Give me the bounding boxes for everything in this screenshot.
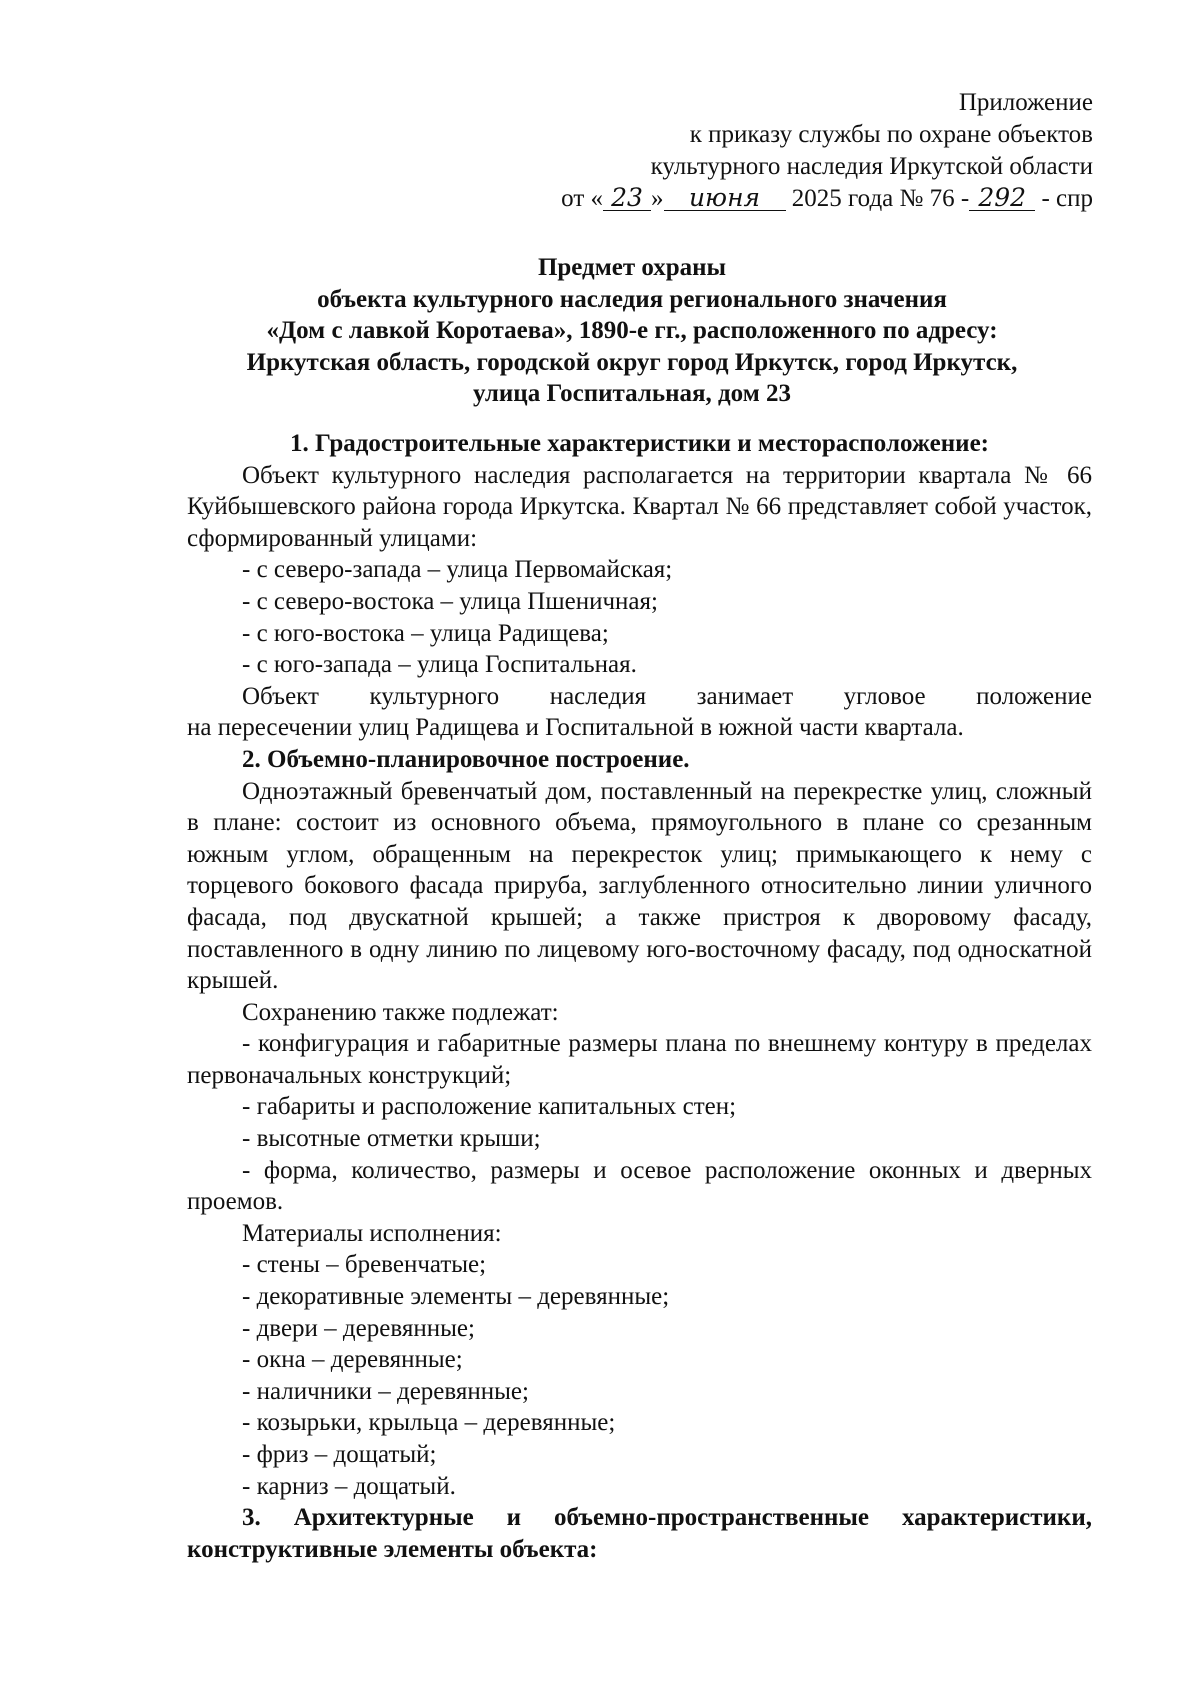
position-line [187,681,1092,713]
date-year: 2025 года № 76 - [791,185,970,212]
position-word: культурного [369,682,500,710]
section-1-intro: Объект культурного наследия располагается на территории квартала № 66 Куйбышевского района города Иркутска. Квартал № 66 представляет собой участок, сформированный улицами: [187,461,1092,552]
date-mid: » [651,185,664,212]
list-item: - фриз – дощатый; [242,1441,437,1468]
position-rest: на пересечении улиц Радищева и Госпитальной в южной части квартала. [187,714,964,742]
list-item: - декоративные элементы – деревянные; [242,1283,670,1311]
order-date-line [393,183,1093,215]
list-item: - двери – деревянные; [242,1314,475,1342]
section-2-heading: 2. Объемно-планировочное построение. [242,745,690,773]
document-title [182,252,1082,410]
document-body [187,428,1092,1565]
title-line-4: Иркутская область, городской округ город Иркутск, город Иркутск, [246,348,1018,376]
list-item: - карниз – дощатый. [242,1472,456,1500]
section-1-heading: 1. Градостроительные характеристики и месторасположение: [290,430,989,457]
list-item: - форма, количество, размеры и осевое расположение оконных и дверных проемов. [187,1156,1092,1216]
date-prefix: от « [561,185,604,212]
list-item: - с северо-запада – улица Первомайская; [242,556,673,584]
title-line-1: Предмет охраны [537,254,727,281]
appendix-header [393,87,1093,215]
list-item: - козырьки, крыльца – деревянные; [242,1409,616,1437]
position-word: положение [976,682,1092,710]
title-line-5: улица Госпитальная, дом 23 [472,380,791,407]
position-word: Объект [242,682,319,710]
list-item: - с юго-запада – улица Госпитальная. [242,651,637,679]
date-suffix: - спр [1041,185,1093,212]
materials-intro: Материалы исполнения: [242,1219,502,1247]
title-line-2: объекта культурного наследия регионального значения [317,285,947,313]
list-item: - высотные отметки крыши; [242,1125,541,1153]
handwritten-number: 292 [969,186,1035,211]
handwritten-month: июня [664,186,786,211]
section-3-heading: 3. Архитектурные и объемно-пространственные характеристики, конструктивные элементы объекта: [187,1504,1092,1563]
appendix-label: Приложение [958,89,1093,116]
list-item: - наличники – деревянные; [242,1377,529,1405]
list-item: - окна – деревянные; [242,1346,463,1374]
position-word: наследия [549,682,647,710]
order-authority: культурного наследия Иркутской области [650,153,1093,180]
list-item: - стены – бревенчатые; [242,1251,487,1279]
section-2-description: Одноэтажный бревенчатый дом, поставленный на перекрестке улиц, сложный в плане: состоит из основного объема, прямоугольного в плане со срезанным южным углом, обращенным на перекресток улиц; примыкающего к нему с торцевого бокового фасада прирубa, заглубленного относительно линии уличного фасада, под двускатной крышей; а также пристроя к дворовому фасаду, поставленного в одну линию по лицевому юго-восточному фасаду, под односкатной крышей. [187,777,1092,995]
handwritten-day: 23 [603,186,651,211]
list-item: - конфигурация и габаритные размеры плана по внешнему контуру в пределах первоначальных конструкций; [187,1030,1092,1089]
order-reference: к приказу службы по охране объектов [689,121,1093,148]
title-line-3: «Дом с лавкой Коротаева», 1890-е гг., расположенного по адресу: [266,317,998,344]
list-item: - с северо-востока – улица Пшеничная; [242,587,658,615]
position-word: занимает [696,682,794,710]
preserve-intro: Сохранению также подлежат: [242,998,559,1026]
position-word: угловое [843,682,926,710]
list-item: - с юго-востока – улица Радищева; [242,619,609,647]
list-item: - габариты и расположение капитальных стен; [242,1093,737,1121]
